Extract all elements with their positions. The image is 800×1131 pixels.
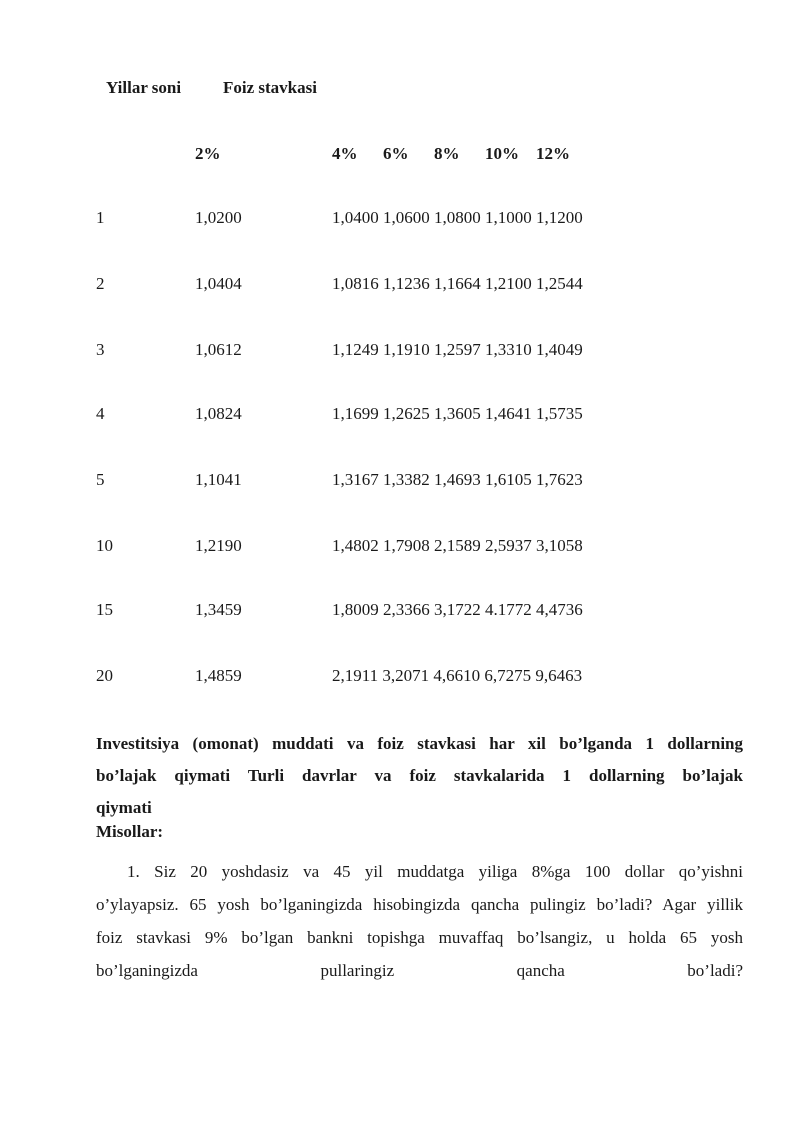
table-row <box>0 274 800 298</box>
rate-header-rest: 4% 6% 8% 10% 12% <box>332 144 570 163</box>
example-line: foiz stavkasi 9% bo’lgan bankni topishga muvaffaq bo’lsangiz, u holda 65 yosh <box>96 928 743 947</box>
value-cell-2pct: 1,2190 <box>195 536 242 555</box>
value-cells-rest: 2,1911 3,2071 4,6610 6,7275 9,6463 <box>332 666 583 685</box>
caption-line: qiymati <box>96 798 152 817</box>
years-column-header: Yillar soni <box>106 78 182 97</box>
caption-line: Investitsiya (omonat) muddati va foiz stavkasi har xil bo’lganda 1 dollarning <box>96 734 743 753</box>
year-cell: 5 <box>96 470 105 489</box>
year-cell: 15 <box>96 600 113 619</box>
table-row <box>0 536 800 560</box>
value-cell-2pct: 1,0824 <box>195 404 242 423</box>
value-cell-2pct: 1,3459 <box>195 600 242 619</box>
year-cell: 2 <box>96 274 105 293</box>
example-line: 1. Siz 20 yoshdasiz va 45 yil muddatga yiliga 8%ga 100 dollar qo’yishni <box>127 862 743 881</box>
caption-line: bo’lajak qiymati Turli davrlar va foiz stavkalarida 1 dollarning bo’lajak <box>96 766 743 785</box>
value-cell-2pct: 1,4859 <box>195 666 242 685</box>
value-cell-2pct: 1,0612 <box>195 340 242 359</box>
value-cells-rest: 1,0816 1,1236 1,1664 1,2100 1,2544 <box>332 274 583 293</box>
year-cell: 20 <box>96 666 113 685</box>
value-cells-rest: 1,0400 1,0600 1,0800 1,1000 1,1200 <box>332 208 583 227</box>
table-row <box>0 470 800 494</box>
value-cells-rest: 1,8009 2,3366 3,1722 4.1772 4,4736 <box>332 600 583 619</box>
example-line: o’ylayapsiz. 65 yosh bo’lganingizda hisobingizda qancha pulingiz bo’ladi? Agar yillik <box>96 895 743 914</box>
value-cell-2pct: 1,0200 <box>195 208 242 227</box>
table-row <box>0 340 800 364</box>
example-line: bo’lganingizda pullaringiz qancha bo’ladi? <box>96 961 743 980</box>
table-row <box>0 600 800 624</box>
table-row <box>0 666 800 690</box>
table-caption <box>96 728 743 824</box>
interest-rate-header: Foiz stavkasi <box>223 78 317 97</box>
value-cells-rest: 1,1249 1,1910 1,2597 1,3310 1,4049 <box>332 340 583 359</box>
value-cells-rest: 1,3167 1,3382 1,4693 1,6105 1,7623 <box>332 470 583 489</box>
value-cell-2pct: 1,1041 <box>195 470 242 489</box>
year-cell: 4 <box>96 404 105 423</box>
rate-header-2pct: 2% <box>195 144 221 163</box>
year-cell: 10 <box>96 536 113 555</box>
year-cell: 3 <box>96 340 105 359</box>
value-cells-rest: 1,4802 1,7908 2,1589 2,5937 3,1058 <box>332 536 583 555</box>
example-item-1 <box>96 855 743 987</box>
table-row <box>0 404 800 428</box>
table-row <box>0 208 800 232</box>
value-cells-rest: 1,1699 1,2625 1,3605 1,4641 1,5735 <box>332 404 583 423</box>
year-cell: 1 <box>96 208 105 227</box>
value-cell-2pct: 1,0404 <box>195 274 242 293</box>
examples-heading: Misollar: <box>96 822 164 841</box>
